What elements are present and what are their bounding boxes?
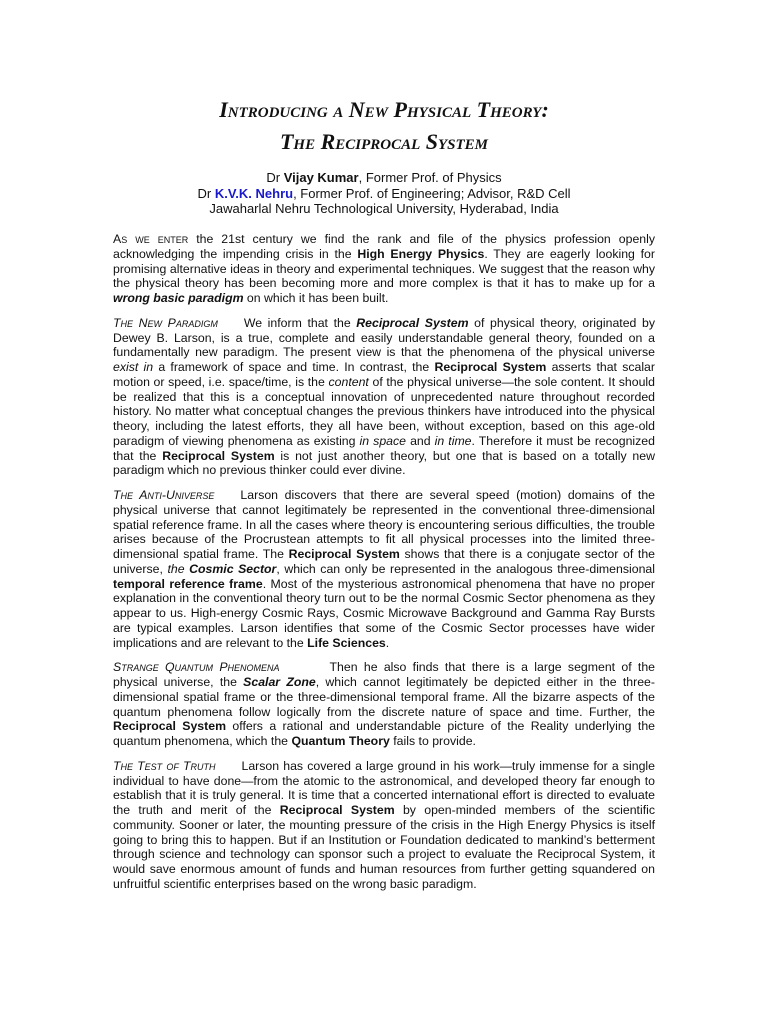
intro-bold-1: High Energy Physics [357, 246, 485, 261]
paradigm-paragraph [113, 316, 655, 478]
quantum-bold-2: Quantum Theory [291, 734, 390, 748]
paradigm-text-8: is not just another theory, but one that is based on a totally new paradigm which no previous thinker could ever divine. [113, 448, 655, 478]
author-2-name-link[interactable]: K.V.K. Nehru [214, 185, 294, 201]
author-block [0, 170, 768, 217]
antiuniverse-text-1: Larson discovers that there are several speed (motion) domains of the physical universe that cannot legitimately be represented in the conventional three-dimensional spatial reference frame. In all the cases where theory is encountering serious difficulties, the trouble arises because of the Procrustean attempts to fit all physical processes into the limited three-dimensional spatial frame. The [113, 488, 655, 561]
title-line-2 [0, 129, 768, 155]
antiuniverse-bold-2: temporal reference frame [113, 576, 263, 591]
intro-text-3: on which it has been built. [243, 291, 389, 305]
paradigm-bold-1: Reciprocal System [434, 360, 547, 374]
title-line-1 [0, 97, 768, 123]
antiuniverse-paragraph [113, 488, 655, 650]
quantum-bold-1: Reciprocal System [113, 719, 227, 734]
author-2 [0, 186, 768, 202]
author-2-prefix: Dr [197, 185, 215, 201]
antiuniverse-bold-3: Life Sciences [307, 635, 386, 650]
truth-paragraph [113, 759, 655, 892]
paradigm-text-4: asserts that scalar motion or speed, i.e. space/time, is the [113, 360, 655, 389]
title-line-1-text: Introducing a New Physical Theory: [219, 97, 549, 122]
quantum-text-1: Then he also finds that there is a large segment of the physical universe, the [113, 660, 656, 689]
quantum-text-3: offers a rational and understandable picture of the Reality underlying the quantum phenomena, which the [113, 719, 655, 748]
section-heading-quantum: Strange Quantum Phenomena [113, 660, 280, 675]
antiuniverse-text-2: shows that there is a conjugate sector of the universe, [113, 547, 656, 576]
antiuniverse-bold-1: Reciprocal System [288, 547, 400, 561]
truth-bold-1: Reciprocal System [279, 803, 395, 817]
antiuniverse-text-5: . [385, 635, 390, 650]
affiliation: Jawaharlal Nehru Technological University, Hyderabad, India [209, 201, 559, 216]
author-1-role: , Former Prof. of Physics [358, 170, 502, 185]
antiuniverse-bold-italic-1: Cosmic Sector [189, 561, 277, 576]
intro-text-2: . They are eagerly looking for promising alternative ideas in theory and experimental techniques. We suggest that the reason why the physical theory has been becoming more and more complex is that it has to make up for a [113, 246, 655, 291]
paradigm-italic-2: content [328, 374, 369, 389]
paradigm-italic-4: in time [434, 433, 472, 448]
truth-text-1: Larson has covered a large ground in his work—truly immense for a single individual to have done—from the atomic to the astronomical, and developed theory far enough to establish that it is truly general. It is time that a concerted international effort is directed to evaluate the truth and merit of the [113, 758, 655, 817]
author-1-name: Vijay Kumar [283, 170, 359, 185]
section-heading-truth: The Test of Truth [113, 758, 216, 773]
title-line-2-text: The Reciprocal System [279, 129, 489, 154]
author-2-role: , Former Prof. of Engineering; Advisor, R&D Cell [293, 185, 571, 201]
antiuniverse-text-3: , which can only be represented in the analogous three-dimensional [276, 561, 655, 576]
intro-text-1: the 21st century we find the rank and file of the physics profession openly acknowledging the impending crisis in the [113, 232, 655, 261]
author-1 [0, 170, 768, 186]
section-heading-antiuniverse: The Anti-Universe [113, 488, 215, 502]
antiuniverse-italic-1: the [167, 561, 185, 576]
paradigm-text-2: of physical theory, originated by Dewey B. Larson, is a true, complete and easily understandable general theory, founded on a fundamentally new paradigm. The present view is that the phenomena of the physical universe [113, 315, 655, 360]
truth-text-2: by open-minded members of the scientific community. Sooner or later, the mounting pressure of the crisis in the High Energy Physics is itself going to bring this to happen. But if an Institution or Foundation dedicated to mankind’s betterment through science and technology can sponsor such a project to evaluate the Reciprocal System, it would save enormous amount of funds and human resources from further getting squandered on unfruitful scientific enterprises based on the wrong basic paradigm. [113, 803, 655, 891]
article-body [113, 232, 655, 902]
paradigm-bold-italic-1: Reciprocal System [356, 315, 469, 330]
section-heading-paradigm: The New Paradigm [113, 315, 218, 330]
intro-paragraph [113, 232, 655, 306]
paradigm-bold-2: Reciprocal System [162, 448, 275, 463]
paradigm-italic-1: exist in [113, 360, 154, 374]
paradigm-italic-3: in space [359, 433, 406, 448]
intro-lead: As we enter [113, 232, 189, 246]
antiuniverse-text-4: . Most of the mysterious astronomical phenomena that have no proper explanation in the conventional theory turn out to be the normal Cosmic Sector phenomena as they appear to us. High-energy Cosmic Rays, Cosmic Microwave Background and Gamma Ray Bursts are typical examples. Larson identifies that some of the Cosmic Sector processes have wider implications and are relevant to the [113, 576, 656, 650]
paradigm-text-5: of the physical universe—the sole content. It should be realized that this is a conceptual innovation of unprecedented nature throughout recorded history. No matter what conceptual changes the previous thinkers have introduced into the physical theory, including the latest efforts, they all have been, without exception, based on this age-old paradigm of viewing phenomena as existing [113, 374, 655, 448]
quantum-text-2: , which cannot legitimately be depicted either in the three-dimensional spatial frame or the three-dimensional temporal frame. All the bizarre aspects of the quantum phenomena follow logically from the discrete nature of space and time. Further, the [113, 675, 655, 719]
paradigm-text-1: We inform that the [243, 315, 357, 330]
quantum-text-4: fails to provide. [389, 734, 476, 748]
paradigm-text-7: . Therefore it must be recognized that the [113, 433, 655, 463]
quantum-bold-italic-1: Scalar Zone [243, 675, 316, 689]
paradigm-text-3: a framework of space and time. In contrast, the [153, 360, 435, 374]
paradigm-text-6: and [406, 433, 435, 448]
author-1-prefix: Dr [266, 170, 284, 185]
quantum-paragraph [113, 660, 655, 749]
intro-bold-italic-1: wrong basic paradigm [113, 291, 244, 305]
